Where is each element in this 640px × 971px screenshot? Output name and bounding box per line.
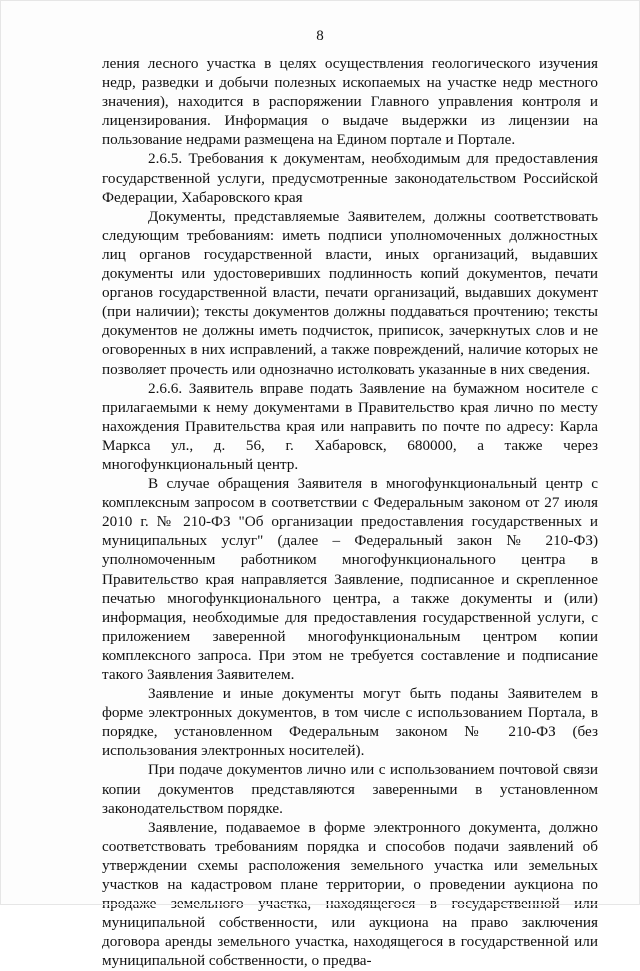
paragraph-continuation: ления лесного участка в целях осуществления геологического изучения недр, разведки и добычи полезных ископаемых на участке недр местного значения), находится в распоряжении Главного управления контроля и лицензирования. Информация о выдаче выдержки из лицензии на пользование недрами размещена на Едином портале и Портале. (102, 55, 598, 149)
document-body (102, 54, 598, 971)
page-number: 8 (316, 28, 324, 44)
paragraph-document-requirements: Документы, представляемые Заявителем, должны соответствовать следующим требованиям: иметь подписи уполномоченных должностных лиц органов государственной власти, иных организаций, выдавших документы или удостоверивших подлинность копий документов, печати органов государственной власти, печати организаций, выдавших документ (при наличии); тексты документов должны поддаваться прочтению; тексты документов не должны иметь подчисток, приписок, зачеркнутых слов и не оговоренных в них исправлений, а также повреждений, наличие которых не позволяет прочесть или однозначно истолковать указанные в них сведения. (102, 207, 598, 378)
paragraph-2-6-6: 2.6.6. Заявитель вправе подать Заявление на бумажном носителе с прилагаемыми к нему документами в Правительство края лично по месту нахождения Правительства края или направить по почте по адресу: Карла Маркса ул., д. 56, г. Хабаровск, 680000, а также через многофункциональный центр. (102, 379, 598, 473)
paragraph-electronic-requirements: Заявление, подаваемое в форме электронного документа, должно соответствовать требованиям порядка и способов подачи заявлений об утверждении схемы расположения земельного участка или земельных участков на кадастровом плане территории, о проведении аукциона по продаже земельного участка, находящегося в государственной или муниципальной собственности, или аукциона на право заключения договора аренды земельного участка, находящегося в государственной или муниципальной собственности, о предва- (102, 818, 598, 970)
paragraph-mfc-request: В случае обращения Заявителя в многофункциональный центр с комплексным запросом в соответствии с Федеральным законом от 27 июля 2010 г. № 210-ФЗ "Об организации предоставления государственных и муниципальных услуг" (далее – Федеральный закон № 210-ФЗ) уполномоченным работником многофункционального центра в Правительство края направляется Заявление, подписанное и скрепленное печатью многофункционального центра, а также документы и (или) информация, необходимые для предоставления государственной услуги, с приложением заверенной многофункциональным центром копии комплексного запроса. При этом не требуется составление и подписание такого Заявления Заявителем. (102, 475, 598, 683)
paragraph-electronic-submission: Заявление и иные документы могут быть поданы Заявителем в форме электронных документов, в том числе с использованием Портала, в порядке, установленном Федеральным законом № 210-ФЗ (без использования электронных носителей). (102, 685, 598, 760)
paragraph-2-6-5: 2.6.5. Требования к документам, необходимым для предоставления государственной услуги, предусмотренные законодательством Российской Федерации, Хабаровского края (102, 150, 598, 206)
paragraph-certified-copies: При подаче документов лично или с использованием почтовой связи копии документов представляются заверенными в установленном законодательством порядке. (102, 761, 598, 817)
